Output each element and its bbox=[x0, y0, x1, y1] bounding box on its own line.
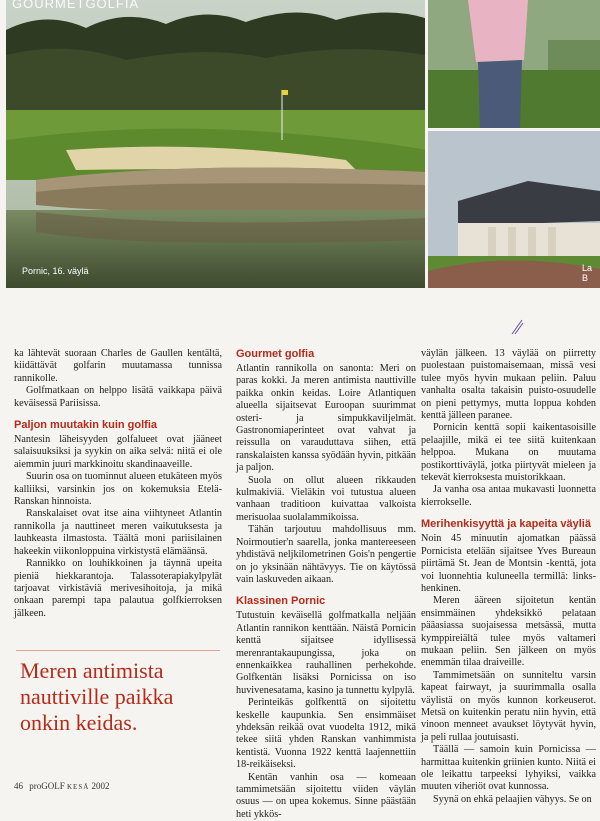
photo-strip bbox=[0, 0, 600, 294]
photo-caption-right: La B bbox=[582, 263, 593, 283]
issue-year: 2002 bbox=[91, 781, 110, 791]
paragraph: väylän jälkeen. 13 väylää on piirretty puolestaan puistomaisemaan, missä vesi tulee myös hyvin mukaan peliin. Paluu vanhalta osalta takaisin puisto-osuudelle on pieni pettymys, mutta loppua kohden kenttä jälleen paranee. bbox=[421, 348, 596, 422]
paragraph: Golfmatkaan on helppo lisätä vaikkapa päivä keväisessä Pariisissa. bbox=[14, 385, 222, 409]
photo-caption: Pornic, 16. väylä bbox=[22, 266, 89, 276]
paragraph: Meren ääreen sijoitetun kentän ensimmäinen yhdeksikkö pelataan pääasiassa suojaisessa metsässä, mutta kymppireiältä tulee myös valtameri mukaan peliin. Sen jälkeen on myös enemmän tilaa draiveille. bbox=[421, 595, 596, 669]
column-1 bbox=[14, 348, 222, 620]
paragraph: Perinteikäs golfkenttä on sijoitettu keskelle kaupunkia. Sen ensimmäiset yhdeksän reikää ovat vuodelta 1912, mikä tekee siitä yhden Ranskan vanhimmista kentistä. Vuonna 1922 kenttä laajennettiin 18-reikäiseksi. bbox=[236, 697, 416, 771]
subheading: Paljon muutakin kuin golfia bbox=[14, 419, 158, 432]
paragraph: Nantesin läheisyyden golfalueet ovat jääneet salaisuuksiksi ja syykin on aika selvä: niitä ei ole aiemmin juuri markkinoitu skandinaaveille. bbox=[14, 434, 222, 470]
page-footer bbox=[14, 781, 110, 791]
paragraph: ka lähtevät suoraan Charles de Gaullen kentältä, kiidättävät golfarin muutamassa tunnissa rannikolle. bbox=[14, 348, 222, 384]
golfer-photo bbox=[428, 0, 600, 128]
pull-quote: Meren antimista nauttiville paikka onkin keidas. bbox=[20, 658, 174, 735]
paragraph: Tammimetsään on sunniteltu varsin kapeat fairwayt, ja suurimmalla osalla väylistä on myös kunnon korkeuserot. Metsä on kuitenkin peratu niin hyvin, että vinoon menneet avaukset löytyvät hyvin, ja peli rullaa joutuisasti. bbox=[421, 669, 596, 743]
golf-course-photo bbox=[6, 0, 425, 288]
subheading: Klassinen Pornic bbox=[236, 595, 326, 608]
issue-season: KESÄ bbox=[67, 783, 90, 791]
pullquote-rule bbox=[16, 650, 220, 651]
paragraph: Ja vanha osa antaa mukavasti luonnetta kierrokselle. bbox=[421, 484, 596, 508]
paragraph: Tutustuin keväisellä golfmatkalla neljään Atlantin rannikon kenttään. Näistä Pornicin kenttä sijaitsee idyllisessä merenrantakaupungissa, joka on ennenkaikkea rauhallinen perhekohde. Golfkentän lisäksi Pornicissa on iso huvivenesatama, kasino ja tunnettu kylpylä. bbox=[236, 610, 416, 696]
paragraph: Pornicin kenttä sopii kaikentasoisille pelaajille, mikä ei tee siitä kuitenkaan helppoa. Mukana on muutama postikorttiväylä, jotka piirtyvät mieleen ja tekevät kierroksesta muistorikkaan. bbox=[421, 422, 596, 484]
column-2 bbox=[236, 348, 416, 821]
paragraph: Kentän vanhin osa — komeaan tammimetsään sijoitettu viiden väylän osuus — on upea kokemus. Sinne päästään heti ykkös- bbox=[236, 771, 416, 820]
section-kicker: GOURMETGOLFIA bbox=[12, 0, 140, 11]
subheading: Gourmet golfia bbox=[236, 348, 315, 360]
paragraph: Suurin osa on tuominnut alueen etukäteen myös kalliiksi, varsinkin jos on kokemuksia Etelä-Ranskan hinnoista. bbox=[14, 471, 222, 508]
pen-mark bbox=[510, 318, 524, 336]
paragraph: Tähän tarjoutuu mahdollisuus mm. Noirmoutier'n saarella, jonka mantereeseen yhdistävä neljkilometrinen Gois'n pengertie on jo yksinään nähtävyys. Tie on käytössä vain laskuveden aikaan. bbox=[236, 524, 416, 585]
clubhouse-photo bbox=[428, 131, 600, 288]
subheading: Merihenkisyyttä ja kapeita väyliä bbox=[421, 518, 591, 531]
magazine-name: proGOLF bbox=[29, 781, 65, 791]
paragraph: Noin 45 minuutin ajomatkan päässä Pornicista etelään sijaitsee Yves Bureaun piirtämä St. Jean de Montsin -kenttä, jota voi luonnehtia kuluneella termillä: links-henkinen. bbox=[421, 533, 596, 594]
paragraph: Ranskalaiset ovat itse aina viihtyneet Atlantin rannikolla ja nauttineet meren vaikutuksesta ja lauhkeasta ilmastosta. Täältä moni pariisilainen hakeekin viikonloppuina virkistystä elämäänsä. bbox=[14, 508, 222, 557]
column-3 bbox=[421, 348, 596, 806]
page-number: 46 bbox=[14, 781, 23, 791]
paragraph: Täällä — samoin kuin Pornicissa — harmittaa kuitenkin griinien kunto. Niitä ei ole leikattu tarpeeksi lyhyiksi, vaikka muuten viheriöt ovat kunnossa. bbox=[421, 744, 596, 793]
paragraph: Syynä on ehkä pelaajien vähyys. Se on bbox=[433, 793, 592, 805]
paragraph: Rannikko on louhikkoinen ja täynnä upeita pieniä hiekkarantoja. Talassoterapiakylpylät tarjoavat virkistäviä merivesihoitoja, ja mikä onkaan parempi tapa palautua golfkierroksen jälkeen. bbox=[14, 558, 222, 619]
paragraph: Atlantin rannikolla on sanonta: Meri on paras kokki. Ja meren antimista nauttiville paikka onkin keidas. Loire Atlantiquen alueella sijaitsevat Euroopan suurimmat osteri- ja simpukkaviljelmät. Gastronomiaperinteet ovat vahvat ja reissulla on varauduttava siihen, että ranskalaisten kanssa syödään hyvin, pitkään ja paljon. bbox=[236, 363, 416, 474]
paragraph: Suola on ollut alueen rikkauden kulmakiviä. Vieläkin voi tutustua alueen vanhaan traditioon kuivattaa valkoista merisuolaa suolalammikoissa. bbox=[236, 474, 416, 523]
